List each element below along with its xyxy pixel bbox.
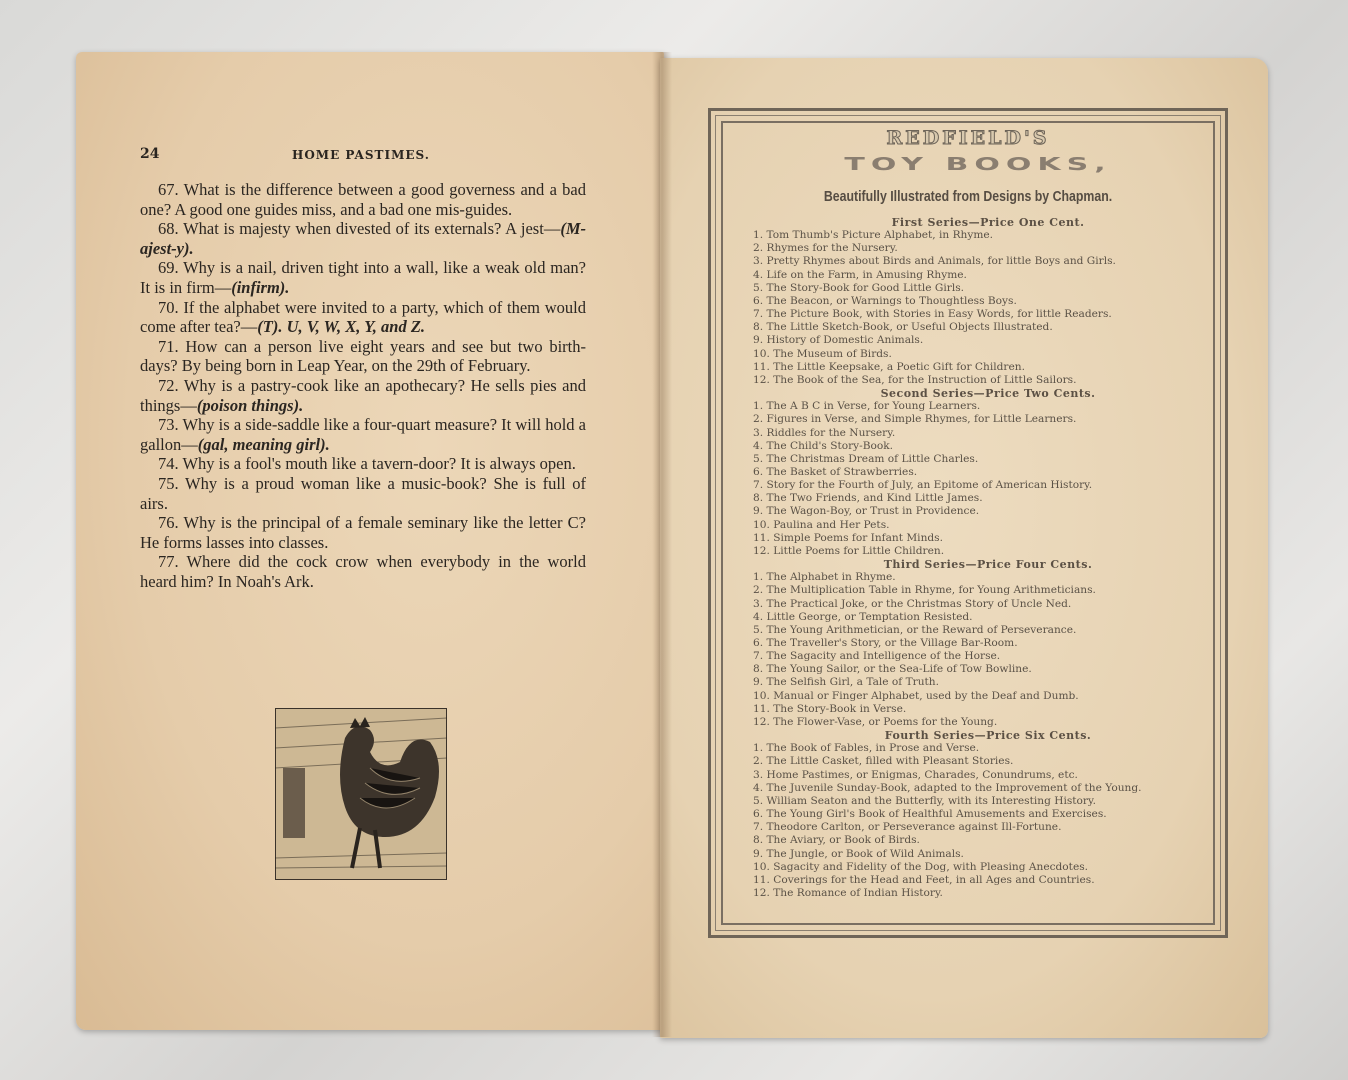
series-heading: Third Series—Price Four Cents. <box>883 558 1093 572</box>
book-list-item: 3. Riddles for the Nursery. <box>753 426 896 439</box>
book-list-item: 4. The Juvenile Sunday-Book, adapted to the Improvement of the Young. <box>753 781 1142 794</box>
book-list-item: 7. The Picture Book, with Stories in Easy Words, for little Readers. <box>753 308 1112 321</box>
book-list-item: 2. The Little Casket, filled with Pleasant Stories. <box>753 755 1014 768</box>
book-list-item: 1. The Book of Fables, in Prose and Verse. <box>753 742 980 755</box>
advertisement-frame <box>708 108 1228 938</box>
riddle-text: 72. Why is a pastry-cook like an apothecary? He sells pies and things— <box>140 375 586 415</box>
book-list-item: 9. The Wagon-Boy, or Trust in Providence. <box>753 505 980 518</box>
series-heading: First Series—Price One Cent. <box>891 216 1085 229</box>
book-list-item: 8. The Young Sailor, or the Sea-Life of Tow Bowline. <box>753 663 1032 676</box>
riddle-paragraph <box>140 513 586 552</box>
book-list-item: 7. The Sagacity and Intelligence of the Horse. <box>753 650 1001 663</box>
riddle-answer: (infirm). <box>231 277 290 297</box>
book-list-item: 3. Home Pastimes, or Enigmas, Charades, Conundrums, etc. <box>753 768 1078 781</box>
riddle-paragraph <box>140 552 586 591</box>
riddle-text: 77. Where did the cock crow when everybody in the world heard him? In Noah's Ark. <box>140 552 586 591</box>
book-list-item: 5. The Young Arithmetician, or the Reward of Perseverance. <box>753 623 1077 636</box>
publisher-name: REDFIELD'S <box>886 127 1050 149</box>
book-list-item: 11. Simple Poems for Infant Minds. <box>753 531 943 544</box>
book-list-item: 2. The Multiplication Table in Rhyme, for Young Arithmeticians. <box>753 584 1096 597</box>
riddle-paragraph <box>140 258 586 297</box>
book-gutter <box>652 52 672 1037</box>
book-list-item: 10. Paulina and Her Pets. <box>753 518 890 531</box>
book-list-item: 6. The Traveller's Story, or the Village Bar-Room. <box>753 637 1018 649</box>
riddle-answer: (poison things). <box>196 395 304 415</box>
running-title: HOME PASTIMES. <box>292 148 430 162</box>
book-list-item: 9. The Jungle, or Book of Wild Animals. <box>753 847 964 860</box>
ad-title: TOY BOOKS, <box>844 154 1112 175</box>
book-list-item: 10. The Museum of Birds. <box>753 347 892 360</box>
riddle-text: 69. Why is a nail, driven tight into a wall, like a weak old man? It is in firm— <box>140 258 586 297</box>
book-list-item: 5. The Christmas Dream of Little Charles. <box>753 452 979 465</box>
riddle-paragraph <box>140 474 586 513</box>
book-list-item: 4. The Child's Story-Book. <box>753 439 894 452</box>
series-heading: Second Series—Price Two Cents. <box>880 387 1096 401</box>
book-list-item: 11. The Little Keepsake, a Poetic Gift for Children. <box>753 360 1025 373</box>
book-list-item: 7. Theodore Carlton, or Perseverance against Ill-Fortune. <box>753 821 1062 834</box>
book-list-item: 10. Sagacity and Fidelity of the Dog, with Pleasing Anecdotes. <box>753 860 1089 873</box>
riddle-text: 70. If the alphabet were invited to a party, which of them would come after tea?— <box>140 297 586 337</box>
riddle-paragraph <box>140 337 586 376</box>
riddle-text: 68. What is majesty when divested of its externals? A jest— <box>158 219 561 239</box>
book-list-item: 3. The Practical Joke, or the Christmas Story of Uncle Ned. <box>753 597 1072 610</box>
book-list-item: 8. The Little Sketch-Book, or Useful Objects Illustrated. <box>753 321 1053 334</box>
book-list-item: 4. Little George, or Temptation Resisted. <box>753 610 973 623</box>
riddle-paragraph <box>140 219 586 258</box>
riddle-paragraph <box>140 415 586 454</box>
riddle-text: 67. What is the difference between a good governess and a bad one? A good one guides miss, and a bad one mis-guides. <box>140 180 586 219</box>
book-list-item: 4. Life on the Farm, in Amusing Rhyme. <box>753 268 967 281</box>
book-list-item: 6. The Young Girl's Book of Healthful Amusements and Exercises. <box>753 808 1107 821</box>
book-list-item: 1. The Alphabet in Rhyme. <box>753 571 896 584</box>
riddle-answer: (M-ajest-y). <box>140 219 586 258</box>
riddle-text: 71. How can a person live eight years and see but two birth-days? By being born in Leap Year, on the 29th of February. <box>140 336 586 376</box>
book-list-item: 10. Manual or Finger Alphabet, used by the Deaf and Dumb. <box>753 689 1079 702</box>
riddle-paragraph <box>140 376 586 415</box>
ad-subtitle: Beautifully Illustrated from Designs by Chapman. <box>823 189 1113 205</box>
book-list-item: 12. The Flower-Vase, or Poems for the Young. <box>753 715 998 728</box>
book-list-item: 8. The Two Friends, and Kind Little James. <box>753 492 983 505</box>
book-list-item: 7. Story for the Fourth of July, an Epitome of American History. <box>753 479 1093 492</box>
book-list-item: 5. The Story-Book for Good Little Girls. <box>753 281 965 294</box>
riddle-text: 75. Why is a proud woman like a music-book? She is full of airs. <box>140 473 586 513</box>
book-list-item: 6. The Basket of Strawberries. <box>753 465 918 478</box>
book-list-item: 1. The A B C in Verse, for Young Learners. <box>753 400 981 413</box>
riddle-paragraph <box>140 180 586 219</box>
page-number: 24 <box>140 146 160 162</box>
frame-inner-border <box>721 121 1215 925</box>
book-list-item: 11. The Story-Book in Verse. <box>753 702 907 715</box>
rooster-illustration <box>275 708 447 880</box>
riddle-answer: (T). U, V, W, X, Y, and Z. <box>257 317 426 337</box>
riddle-paragraph <box>140 298 586 337</box>
book-list-item: 12. The Book of the Sea, for the Instruction of Little Sailors. <box>753 373 1077 386</box>
book-list-item: 9. History of Domestic Animals. <box>753 334 924 347</box>
riddle-answer: (gal, meaning girl). <box>197 434 330 454</box>
series-heading: Fourth Series—Price Six Cents. <box>884 729 1092 743</box>
riddle-text: 74. Why is a fool's mouth like a tavern-door? It is always open. <box>158 454 576 474</box>
book-list-item: 6. The Beacon, or Warnings to Thoughtless Boys. <box>753 294 1017 307</box>
book-list-item: 2. Rhymes for the Nursery. <box>753 242 898 255</box>
book-list <box>753 216 1223 900</box>
riddle-text: 73. Why is a side-saddle like a four-quart measure? It will hold a gallon— <box>140 415 586 454</box>
book-list-item: 8. The Aviary, or Book of Birds. <box>753 834 920 847</box>
book-list-item: 11. Coverings for the Head and Feet, in all Ages and Countries. <box>753 873 1095 886</box>
book-list-item: 12. Little Poems for Little Children. <box>753 544 945 557</box>
riddle-text: 76. Why is the principal of a female seminary like the letter C? He forms lasses into classes. <box>140 513 586 552</box>
book-list-item: 2. Figures in Verse, and Simple Rhymes, for Little Learners. <box>753 413 1077 426</box>
book-list-item: 5. William Seaton and the Butterfly, with its Interesting History. <box>753 794 1096 807</box>
riddle-paragraph <box>140 454 586 474</box>
book-list-item: 9. The Selfish Girl, a Tale of Truth. <box>753 676 939 689</box>
book-list-item: 1. Tom Thumb's Picture Alphabet, in Rhyme. <box>753 229 994 242</box>
riddles-text <box>140 180 586 591</box>
book-list-item: 3. Pretty Rhymes about Birds and Animals, for little Boys and Girls. <box>753 255 1116 268</box>
book-list-item: 12. The Romance of Indian History. <box>753 886 943 899</box>
